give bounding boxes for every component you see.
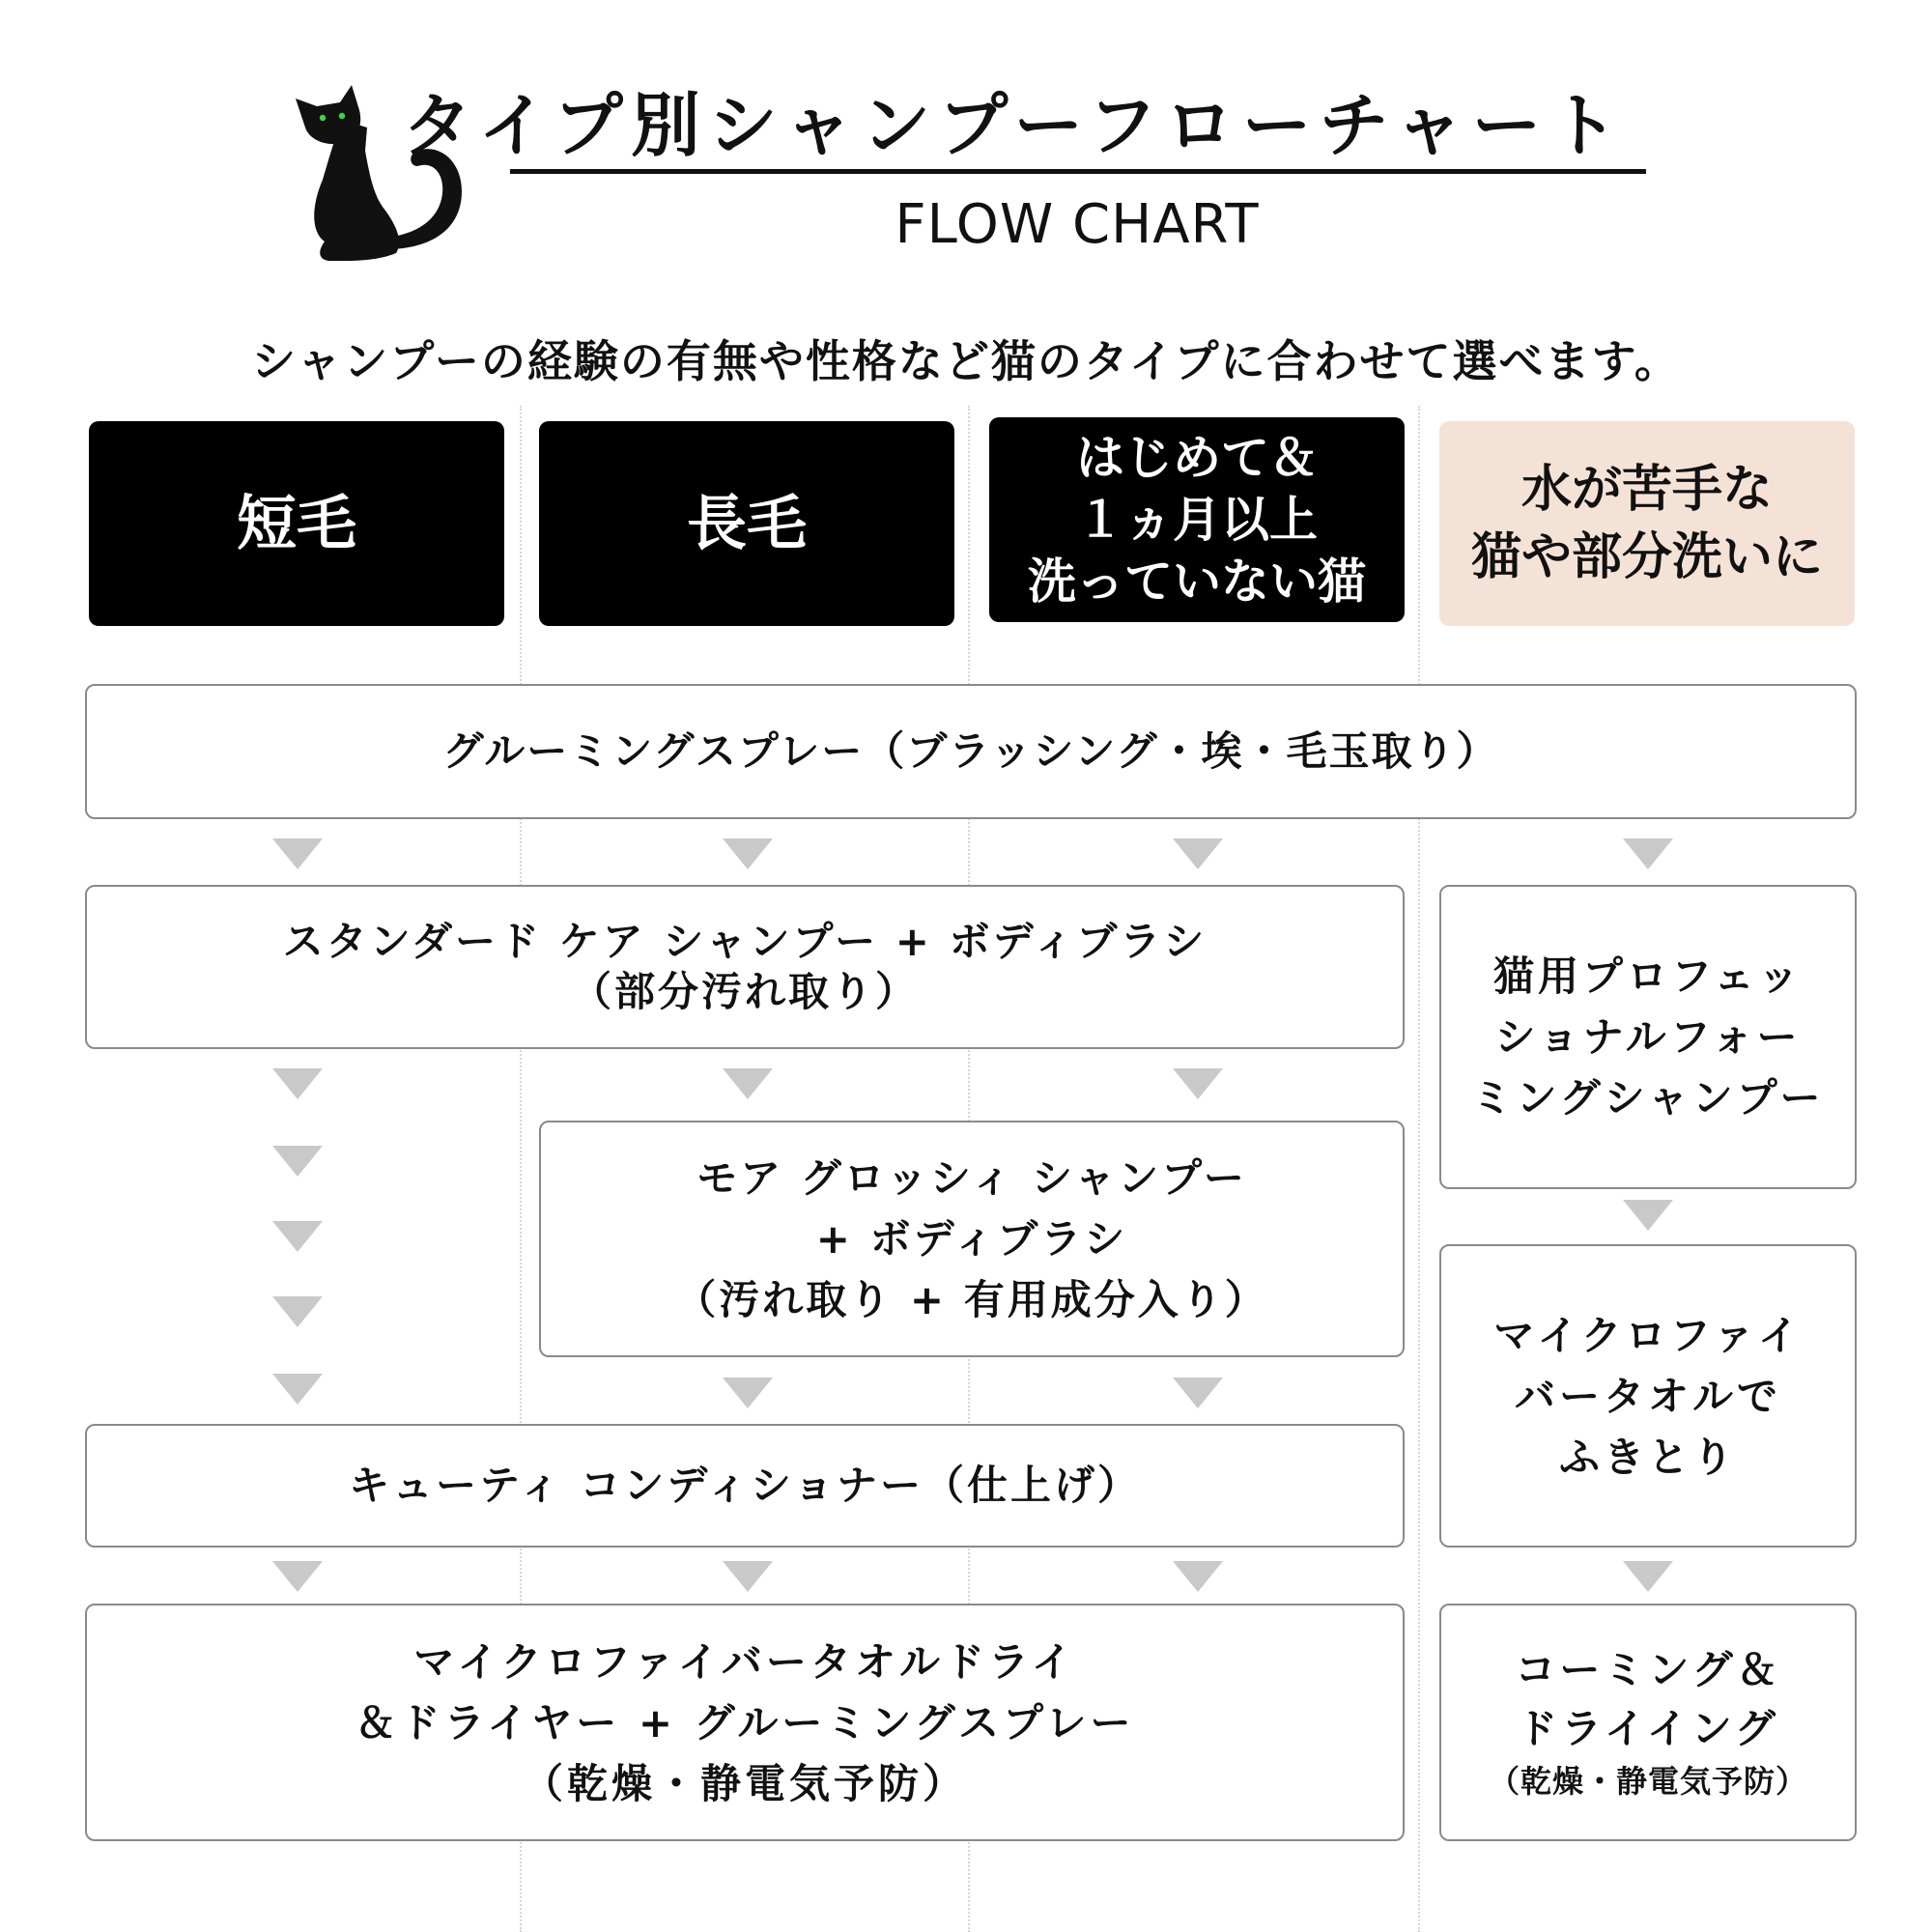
down-triangle-icon xyxy=(1173,1561,1223,1592)
down-triangle-icon xyxy=(272,1296,323,1327)
header-line: 猫や部分洗いに xyxy=(1470,528,1823,586)
step-line: ミングシャンプー xyxy=(1471,1074,1825,1122)
column-divider xyxy=(1418,406,1420,1932)
step-combing-drying xyxy=(1439,1604,1857,1841)
step-line: グルーミングスプレー（ブラッシング・埃・毛玉取り） xyxy=(442,726,1499,775)
down-triangle-icon xyxy=(1173,1068,1223,1099)
step-line: （部分汚れ取り） xyxy=(570,968,919,1015)
down-triangle-icon xyxy=(1623,838,1673,869)
header-line: 長毛 xyxy=(686,488,807,559)
page-subtitle: FLOW CHART xyxy=(895,193,1260,256)
down-triangle-icon xyxy=(272,1068,323,1099)
down-triangle-icon xyxy=(1623,1561,1673,1592)
step-line: ドライイング xyxy=(1517,1704,1779,1752)
down-triangle-icon xyxy=(723,1378,773,1408)
step-grooming-spray xyxy=(85,684,1857,819)
header-line: 水が苦手な xyxy=(1520,460,1773,519)
step-line: スタンダード ケア シャンプー + ボディブラシ xyxy=(282,917,1208,965)
down-triangle-icon xyxy=(723,1068,773,1099)
step-cutie-conditioner xyxy=(85,1424,1405,1548)
down-triangle-icon xyxy=(723,838,773,869)
step-line: キューティ コンディショナー（仕上げ） xyxy=(348,1461,1142,1509)
step-line: （汚れ取り + 有用成分入り） xyxy=(675,1276,1268,1323)
page-title: タイプ別シャンプーフローチャート xyxy=(402,85,1627,166)
down-triangle-icon xyxy=(272,1146,323,1177)
header-line: 短毛 xyxy=(236,488,356,559)
step-line: コーミング＆ xyxy=(1515,1645,1781,1693)
column-header-short-hair xyxy=(89,421,504,626)
lead-text: シャンプーの経験の有無や性格など猫のタイプに合わせて選べます。 xyxy=(251,335,1681,387)
header-line: 洗っていない猫 xyxy=(1028,554,1366,610)
step-line: バータオルで xyxy=(1514,1372,1781,1420)
down-triangle-icon xyxy=(272,1374,323,1405)
down-triangle-icon xyxy=(1173,1378,1223,1408)
down-triangle-icon xyxy=(272,1221,323,1252)
column-header-long-hair xyxy=(539,421,954,626)
step-line: マイクロファイバータオルドライ xyxy=(413,1637,1076,1686)
down-triangle-icon xyxy=(1173,838,1223,869)
header-line: はじめて＆ xyxy=(1076,430,1318,486)
step-line: 猫用プロフェッ xyxy=(1493,952,1803,1000)
step-note: （乾燥・静電気予防） xyxy=(1488,1762,1807,1800)
step-microfiber-wipe xyxy=(1439,1244,1857,1548)
step-line: ショナルフォー xyxy=(1494,1013,1802,1061)
down-triangle-icon xyxy=(1623,1200,1673,1231)
step-line: マイクロファイ xyxy=(1493,1311,1803,1359)
step-more-glossy xyxy=(539,1121,1405,1357)
down-triangle-icon xyxy=(723,1561,773,1592)
step-line: ふきとり xyxy=(1558,1433,1737,1481)
step-professional-foaming xyxy=(1439,885,1857,1189)
down-triangle-icon xyxy=(272,1561,323,1592)
step-line: ＆ドライヤー + グルーミングスプレー xyxy=(355,1698,1135,1747)
step-microfiber-dry xyxy=(85,1604,1405,1841)
header-line: １ヵ月以上 xyxy=(1076,492,1318,548)
column-header-water-averse xyxy=(1439,421,1855,626)
title-underline xyxy=(510,169,1646,174)
step-line: モア グロッシィ シャンプー xyxy=(696,1154,1247,1202)
down-triangle-icon xyxy=(272,838,323,869)
step-standard-care xyxy=(85,885,1405,1049)
step-line: （乾燥・静電気予防） xyxy=(522,1759,967,1807)
column-header-first-time xyxy=(989,417,1405,622)
step-line: + ボディブラシ xyxy=(815,1215,1128,1263)
